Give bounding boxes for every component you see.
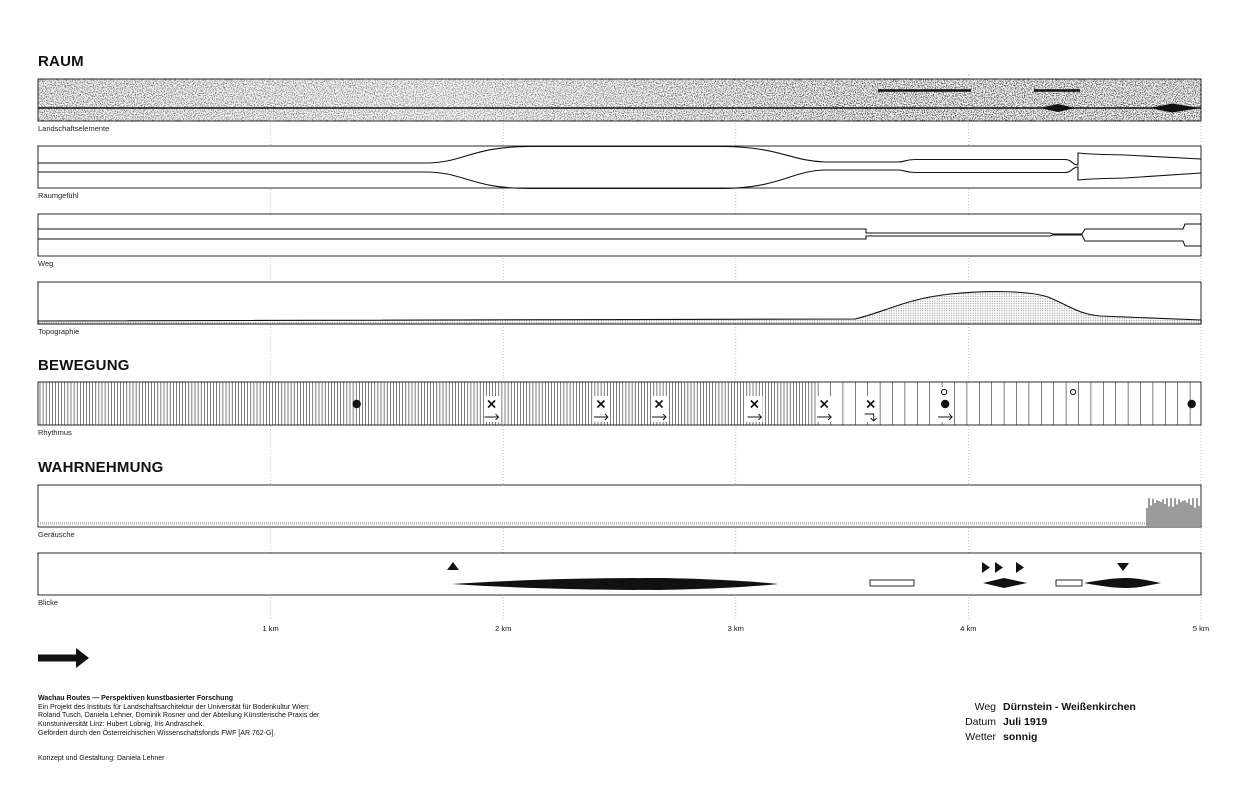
track-label-geraeusche: Geräusche — [38, 530, 75, 539]
track-topographie — [38, 282, 1201, 324]
credits-line: Kunstuniversität Linz: Hubert Lobnig, Iris Andraschek. — [38, 721, 205, 729]
km-tick-label: 2 km — [495, 624, 512, 633]
meta-weg-key: Weg — [974, 701, 996, 713]
track-label-topographie: Topographie — [38, 327, 80, 336]
rhythm-event-cross-arrow — [746, 396, 762, 422]
credits-line: Roland Tusch, Daniela Lehner, Dominik Rosner und der Abteilung Künstlerische Praxis der — [38, 712, 320, 720]
direction-arrow-icon — [38, 646, 90, 670]
track-landschaftselemente — [38, 79, 1201, 121]
concept-credit: Konzept und Gestaltung: Daniela Lehner — [38, 755, 165, 762]
track-weg — [38, 214, 1201, 256]
section-heading-wahrnehmung: WAHRNEHMUNG — [38, 459, 164, 476]
meta-datum-key: Datum — [965, 716, 996, 728]
rhythm-event-cross-turn — [864, 396, 878, 422]
rhythm-event-cross-arrow — [651, 396, 667, 422]
track-geraeusche — [38, 485, 1201, 527]
km-axis — [262, 624, 1209, 633]
meta-datum-value: Juli 1919 — [1003, 716, 1048, 728]
credits-block — [38, 695, 458, 739]
rhythm-event-cross-arrow — [816, 396, 832, 422]
rhythm-event-cross-arrow — [484, 396, 500, 422]
rhythm-event-cross-arrow — [593, 396, 609, 422]
section-heading-bewegung: BEWEGUNG — [38, 357, 130, 374]
track-label-landschaftselemente: Landschaftselemente — [38, 124, 110, 133]
track-label-weg: Weg — [38, 259, 54, 268]
rhythm-event-dot — [352, 400, 360, 408]
credits-line: Gefördert durch den Österreichischen Wissenschaftsfonds FWF [AR 762-G]. — [38, 729, 276, 737]
rhythm-event-dot — [1187, 400, 1195, 408]
track-rhythmus — [38, 382, 1201, 425]
km-tick-label: 3 km — [727, 624, 744, 633]
route-meta — [950, 700, 1136, 745]
km-tick-label: 5 km — [1192, 624, 1210, 633]
track-raumgefuehl — [38, 146, 1201, 189]
rhythm-event-ring — [1070, 389, 1075, 394]
track-label-blicke: Blicke — [38, 598, 59, 607]
track-label-raumgefuehl: Raumgefühl — [38, 191, 79, 200]
view-rect — [1056, 580, 1082, 586]
rhythm-event-dot-ring-arrow — [937, 387, 953, 422]
km-tick-label: 1 km — [262, 624, 279, 633]
meta-wetter-key: Wetter — [965, 731, 996, 743]
view-rect — [870, 580, 914, 586]
section-heading-raum: RAUM — [38, 53, 84, 70]
track-blicke — [38, 553, 1201, 595]
track-label-rhythmus: Rhythmus — [38, 428, 72, 437]
credits-title: Wachau Routes — Perspektiven kunstbasierter Forschung — [38, 695, 234, 702]
km-tick-label: 4 km — [960, 624, 977, 633]
credits-line: Ein Projekt des Instituts für Landschaftsarchitektur der Universität für Bodenkultur Wien: — [38, 703, 310, 711]
meta-wetter-value: sonnig — [1003, 731, 1038, 743]
meta-weg-value: Dürnstein - Weißenkirchen — [1003, 701, 1136, 713]
